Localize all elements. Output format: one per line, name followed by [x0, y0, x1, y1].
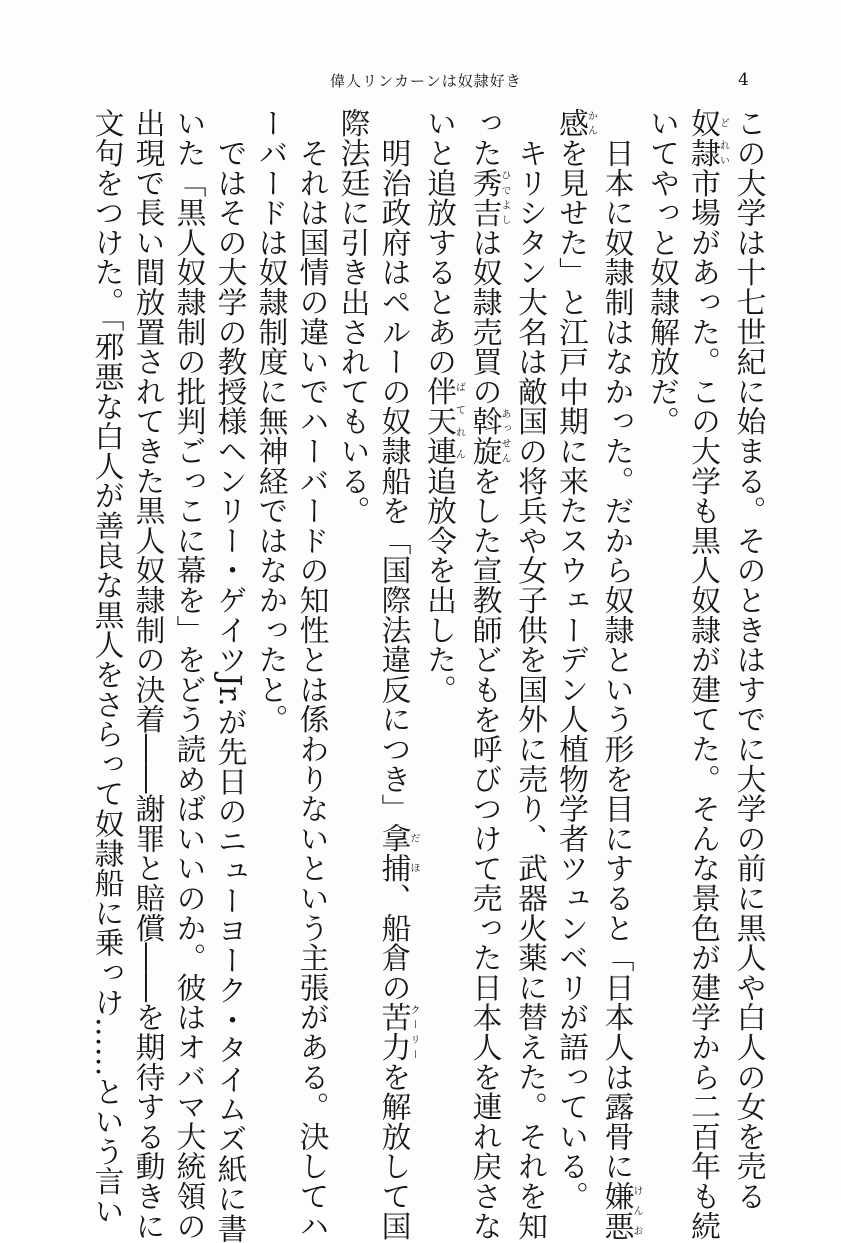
running-head: 偉人リンカーンは奴隷好き [330, 72, 522, 90]
text-line [464, 108, 510, 1241]
text-run: それは国情の違いでハーバードの知性とは係わりないという主張がある。決してハ [294, 108, 329, 1241]
ruby-base: 感 [553, 108, 589, 138]
body-text [86, 108, 769, 1243]
text-line [127, 108, 168, 1241]
text-run: をした宣教師どもを呼びつけて売った日本人を連れ戻さな [467, 465, 502, 1241]
ruby-base: 拿捕 [376, 823, 411, 883]
text-run: 明治政府はペルーの奴隷船を「国際法違反につき」 [376, 108, 411, 824]
text-line [642, 108, 683, 1183]
furigana: だほ [408, 823, 419, 883]
text-run: を見せた」と江戸中期に来たスウェーデン人植物学者ツュンベリが語っている。 [553, 137, 589, 1211]
ruby-annotated-word [421, 376, 465, 466]
text-line [419, 108, 465, 1183]
furigana: ひでよし [499, 167, 510, 228]
text-run: いた「黒人奴隷制の批判ごっこに幕を」をどう読めばいいのか。彼はオバマ大統領の [171, 108, 206, 1241]
text-run: 文句をつけた。「邪悪な白人が善良な黒人をさらって奴隷船に乗っけ……という言い [89, 108, 124, 1226]
ruby-annotated-word [599, 1180, 642, 1241]
ruby-annotated-word [553, 108, 597, 138]
text-run: 、船倉の [376, 882, 411, 1003]
text-line [332, 108, 373, 1183]
ruby-base: 嫌悪 [599, 1180, 634, 1241]
text-run: 追放令を出した。 [421, 465, 457, 705]
ruby-base: 伴天連 [421, 376, 457, 466]
text-run: った [467, 108, 502, 168]
text-line [373, 108, 419, 1241]
page-number: 4 [738, 70, 749, 90]
text-line [596, 108, 642, 1241]
text-line [291, 108, 332, 1241]
text-run: この大学は十七世紀に始まる。そのときはすでに大学の前に黒人や白人の女を売る [731, 108, 766, 1211]
ruby-base: 隷 [685, 137, 721, 168]
text-line [551, 108, 597, 1211]
ruby-base: 秀吉 [467, 167, 502, 228]
text-run: 際法廷に引き出されてもいる。 [335, 108, 370, 526]
text-line [209, 108, 250, 1243]
furigana: かん [585, 108, 597, 138]
text-run: ーバードは奴隷制度に無神経ではなかったと。 [253, 108, 288, 734]
ruby-annotated-word [467, 167, 510, 228]
text-line [728, 108, 769, 1211]
text-line [250, 108, 291, 1183]
ruby-annotated-word [467, 406, 510, 466]
text-run: は奴隷売買の [467, 227, 502, 407]
text-run: 出現で長い間放置されてきた黒人奴隷制の決着――謝罪と賠償――を期待する動きに [130, 108, 165, 1241]
text-line [510, 108, 551, 1241]
furigana: れい [717, 137, 729, 168]
furigana: ど [717, 108, 729, 138]
ruby-annotated-word [685, 137, 729, 168]
ruby-base: 斡旋 [467, 406, 502, 466]
ruby-annotated-word [376, 823, 419, 883]
text-line [168, 108, 209, 1241]
furigana: あっせん [499, 406, 510, 466]
furigana: けんお [631, 1180, 642, 1241]
text-run: キリシタン大名は敵国の将兵や女子供を国外に売り、武器火薬に替えた。それを知 [512, 108, 548, 1241]
ruby-annotated-word [376, 1002, 419, 1062]
text-line [86, 108, 127, 1226]
ruby-annotated-word [685, 108, 729, 138]
furigana: クーリー [408, 1002, 419, 1062]
text-run: いてやっと奴隷解放だ。 [644, 108, 680, 436]
text-run: いと追放するとあの [421, 108, 457, 377]
text-run: ではその大学の教授様ヘンリー・ゲイツJr.が先日のニューヨーク・タイムズ紙に書 [212, 108, 247, 1243]
text-run: 日本に奴隷制はなかった。だから奴隷という形を目にすると「日本人は露骨に [599, 108, 634, 1181]
furigana: ばてれん [453, 376, 465, 466]
text-run: を解放して国 [376, 1061, 411, 1241]
text-line [683, 108, 729, 1241]
text-run: 市場があった。この大学も黒人奴隷が建てた。そんな景色が建学から二百年も続 [685, 167, 721, 1241]
ruby-base: 苦力 [376, 1002, 411, 1062]
ruby-base: 奴 [685, 108, 721, 138]
